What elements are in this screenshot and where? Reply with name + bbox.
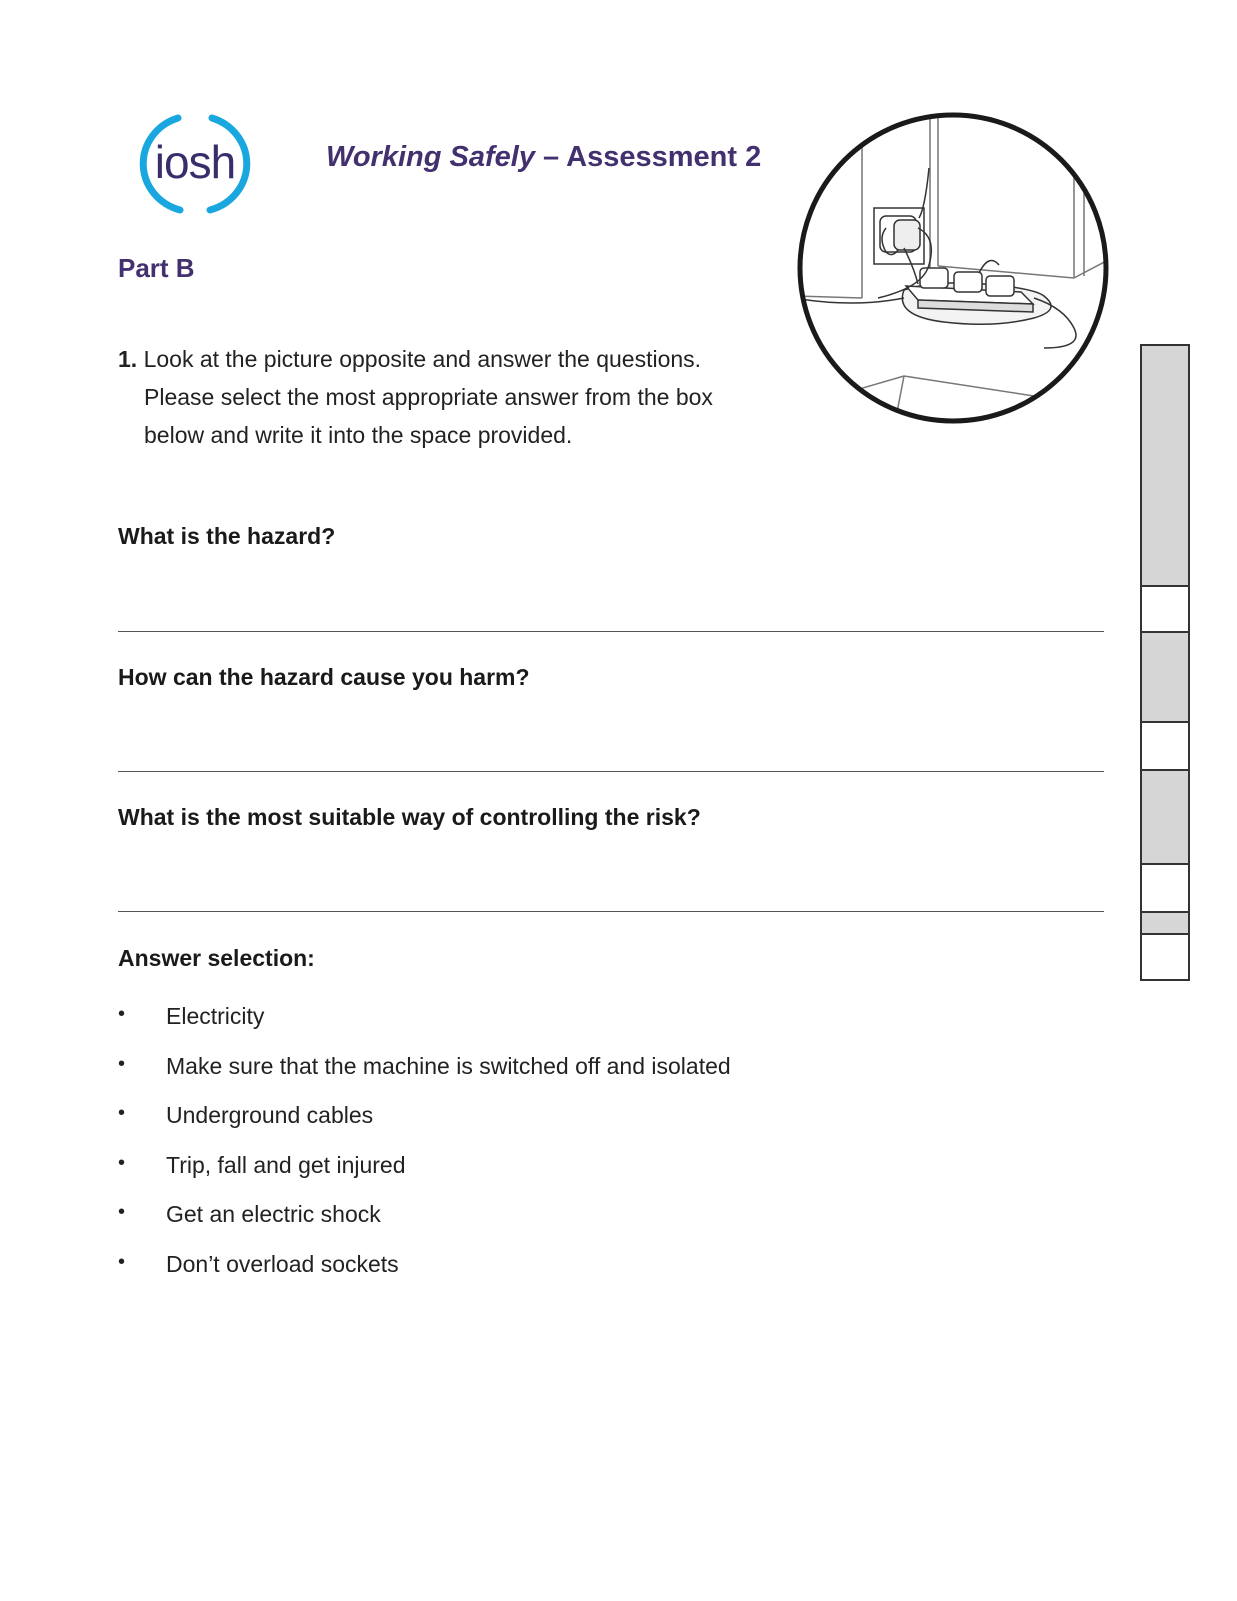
iosh-logo bbox=[136, 112, 254, 216]
answer-option: • Underground cables bbox=[118, 1102, 374, 1129]
mark-box-total bbox=[1141, 934, 1189, 980]
mark-shade-2 bbox=[1141, 632, 1189, 722]
mark-shade-4 bbox=[1141, 912, 1189, 934]
bullet-icon: • bbox=[118, 1052, 126, 1075]
question-line-1: Look at the picture opposite and answer the questions. bbox=[143, 346, 702, 372]
answer-line-hazard[interactable] bbox=[118, 631, 1104, 632]
mark-shade-3 bbox=[1141, 770, 1189, 864]
bullet-icon: • bbox=[118, 1201, 126, 1224]
bullet-icon: • bbox=[118, 1003, 126, 1025]
bullet-icon: • bbox=[118, 1102, 126, 1125]
page-title bbox=[326, 141, 761, 174]
question-line-2: Please select the most appropriate answer from the box bbox=[144, 384, 713, 410]
hazard-illustration bbox=[794, 108, 1112, 428]
title-rest: – Assessment 2 bbox=[534, 141, 762, 173]
question-harm: How can the hazard cause you harm? bbox=[118, 664, 530, 690]
answer-option: • Get an electric shock bbox=[118, 1201, 381, 1228]
answer-line-harm[interactable] bbox=[118, 771, 1104, 772]
answer-selection-heading: Answer selection: bbox=[118, 945, 315, 971]
answer-option: • Make sure that the machine is switched off and isolated bbox=[118, 1052, 731, 1079]
question-hazard: What is the hazard? bbox=[118, 523, 336, 549]
marking-boxes bbox=[1140, 344, 1190, 982]
mark-shade-1 bbox=[1141, 345, 1189, 586]
section-heading: Part B bbox=[118, 253, 195, 283]
bullet-icon: • bbox=[118, 1250, 126, 1273]
answer-line-control[interactable] bbox=[118, 911, 1104, 912]
mark-box-1 bbox=[1141, 586, 1189, 632]
question-control: What is the most suitable way of controlling the risk? bbox=[118, 804, 701, 830]
mark-box-2 bbox=[1141, 722, 1189, 770]
logo-text: iosh bbox=[154, 136, 236, 188]
overloaded-socket-illustration bbox=[794, 108, 1112, 428]
answer-option: • Electricity bbox=[118, 1003, 265, 1029]
title-italic: Working Safely bbox=[326, 141, 535, 173]
answer-options-list bbox=[118, 1003, 731, 1301]
question-intro bbox=[118, 340, 778, 454]
answer-option: • Don’t overload sockets bbox=[118, 1250, 399, 1277]
mark-box-3 bbox=[1141, 864, 1189, 912]
bullet-icon: • bbox=[118, 1151, 126, 1174]
question-number: 1. bbox=[118, 346, 138, 372]
marking-column bbox=[1140, 344, 1190, 982]
question-line-3: below and write it into the space provided. bbox=[144, 422, 573, 448]
answer-option: • Trip, fall and get injured bbox=[118, 1151, 406, 1178]
